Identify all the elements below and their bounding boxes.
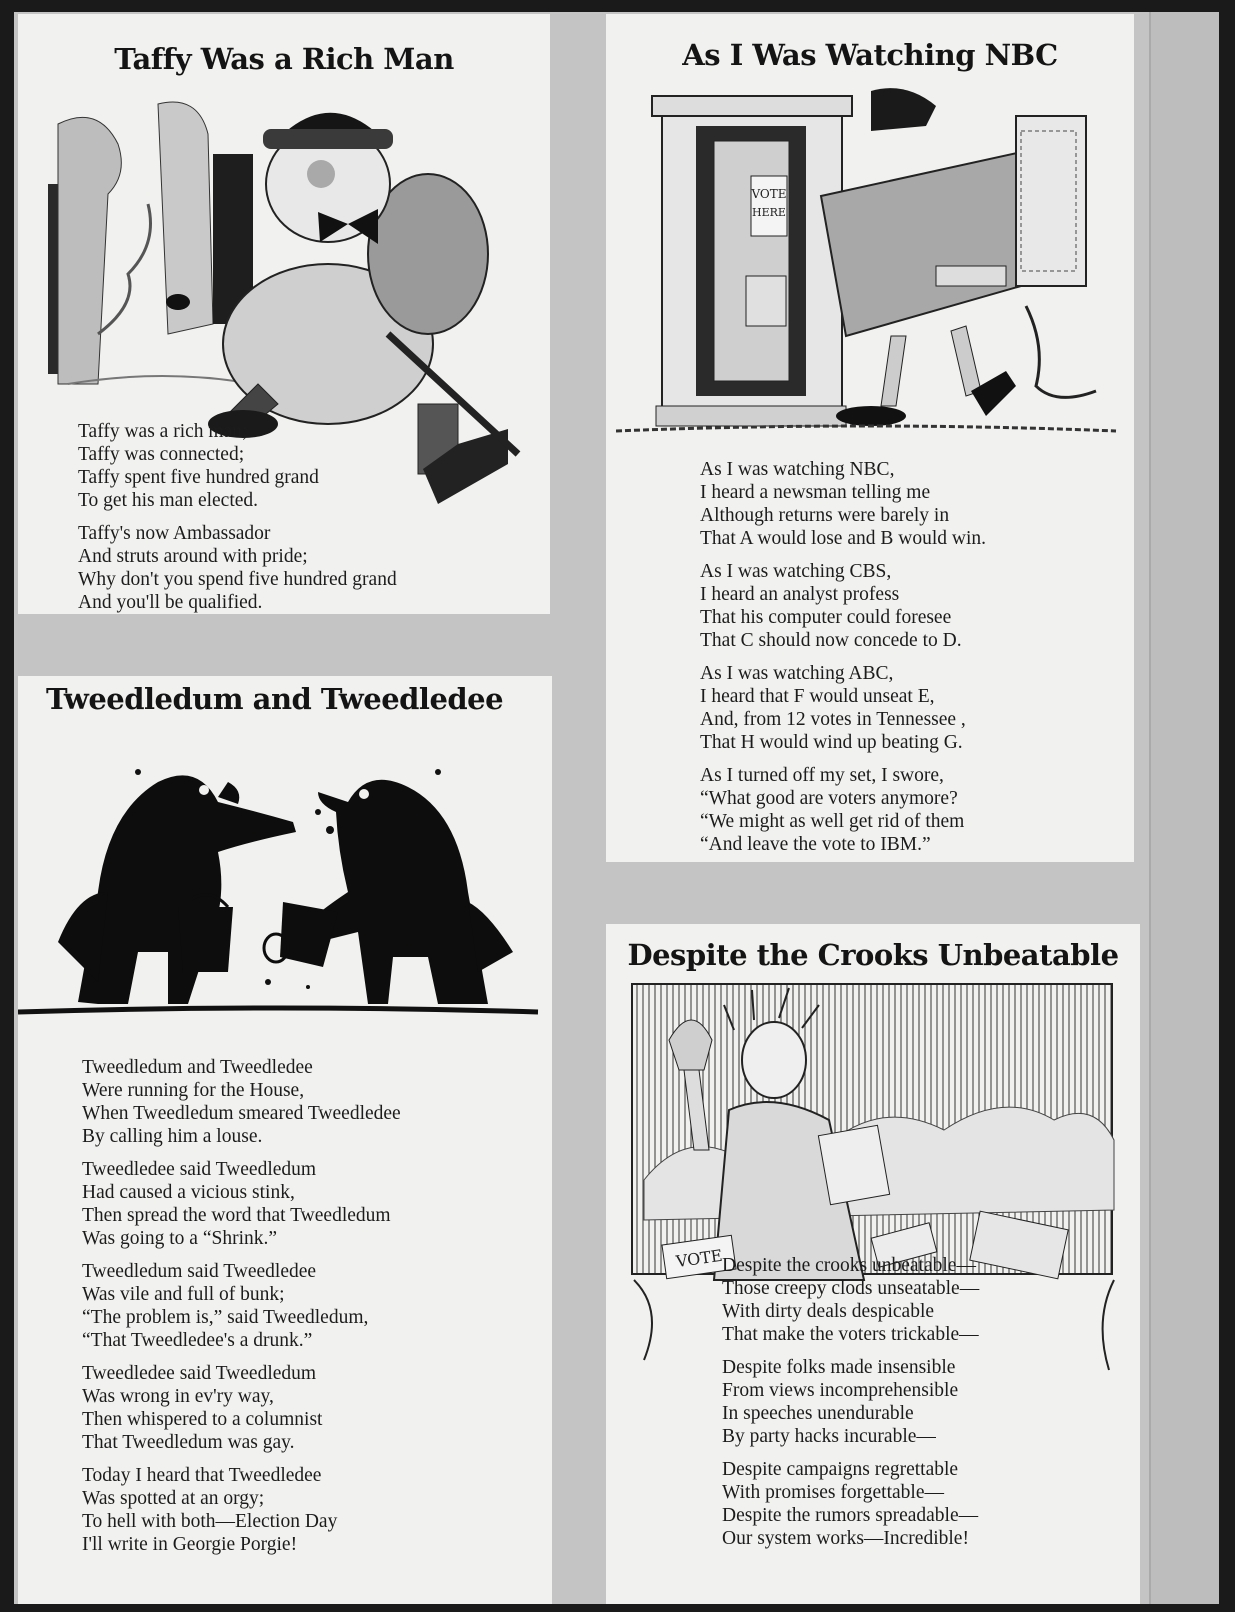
verse-line: When Tweedledum smeared Tweedledee	[82, 1103, 401, 1124]
page-edge-strip	[1149, 12, 1219, 1604]
verse-line: By calling him a louse.	[82, 1126, 263, 1147]
verse-line: That H would wind up beating G.	[700, 732, 963, 753]
verse-line: That A would lose and B would win.	[700, 528, 986, 549]
magazine-page	[14, 12, 1219, 1604]
verse-line: Despite the rumors spreadable—	[722, 1505, 979, 1526]
vote-sign-text: VOTE	[674, 1245, 724, 1272]
verse-line: With promises forgettable—	[722, 1482, 944, 1503]
verse-line: “The problem is,” said Tweedledum,	[82, 1307, 369, 1328]
verse-line: In speeches unendurable	[722, 1403, 914, 1424]
verse-line: As I was watching NBC,	[700, 459, 895, 480]
verse-line: Tweedledee said Tweedledum	[82, 1159, 317, 1180]
verse-line: Why don't you spend five hundred grand	[78, 569, 397, 590]
verse-line: Taffy was a rich man;	[78, 421, 248, 442]
verse-line: Despite folks made insensible	[722, 1357, 956, 1378]
verse-line: By party hacks incurable—	[722, 1426, 936, 1447]
verse-line: Tweedledum and Tweedledee	[82, 1057, 313, 1078]
voting-booth-illustration	[616, 86, 1126, 446]
verse-line: That C should now concede to D.	[700, 630, 962, 651]
poem-title-tweedle: Tweedledum and Tweedledee	[46, 682, 504, 716]
verse-line: Those creepy clods unseatable—	[722, 1278, 980, 1299]
verse-line: With dirty deals despicable	[722, 1301, 935, 1322]
poem-panel-taffy	[18, 14, 550, 614]
verse-line: I heard an analyst profess	[700, 584, 900, 605]
verse-line: Then whispered to a columnist	[82, 1409, 323, 1430]
verse-line: That his computer could foresee	[700, 607, 952, 628]
verse-line: Today I heard that Tweedledee	[82, 1465, 322, 1486]
verse-line: And, from 12 votes in Tennessee ,	[700, 709, 966, 730]
verse-line: As I turned off my set, I swore,	[700, 765, 944, 786]
verse-line: To hell with both—Election Day	[82, 1511, 338, 1532]
verse-line: Although returns were barely in	[700, 505, 950, 526]
verse-line: I heard a newsman telling me	[700, 482, 931, 503]
verse-line: Taffy was connected;	[78, 444, 245, 465]
vote-sign-text: VOTE	[751, 187, 787, 201]
poem-body-nbc	[700, 458, 986, 856]
verse-line: And struts around with pride;	[78, 546, 308, 567]
verse-line: Taffy's now Ambassador	[78, 523, 271, 544]
verse-line: Had caused a vicious stink,	[82, 1182, 295, 1203]
verse-line: From views incomprehensible	[722, 1380, 959, 1401]
verse-line: Was spotted at an orgy;	[82, 1488, 265, 1509]
tweedle-illustration	[18, 742, 548, 1032]
poem-panel-tweedle	[18, 676, 552, 1604]
verse-line: Was vile and full of bunk;	[82, 1284, 285, 1305]
verse-line: And you'll be qualified.	[78, 592, 263, 613]
verse-line: “And leave the vote to IBM.”	[700, 834, 931, 855]
poem-panel-crooks	[606, 924, 1140, 1604]
verse-line: As I was watching CBS,	[700, 561, 892, 582]
verse-line: As I was watching ABC,	[700, 663, 894, 684]
verse-line: I heard that F would unseat E,	[700, 686, 935, 707]
verse-line: Our system works—Incredible!	[722, 1528, 969, 1549]
verse-line: “What good are voters anymore?	[700, 788, 958, 809]
verse-line: Despite the crooks unbeatable—	[722, 1255, 976, 1276]
verse-line: Were running for the House,	[82, 1080, 305, 1101]
poem-panel-nbc	[606, 14, 1134, 862]
verse-line: Despite campaigns regrettable	[722, 1459, 959, 1480]
poem-title-nbc: As I Was Watching NBC	[682, 38, 1058, 72]
poem-title-taffy: Taffy Was a Rich Man	[114, 42, 454, 76]
verse-line: Was wrong in ev'ry way,	[82, 1386, 274, 1407]
poem-title-crooks: Despite the Crooks Unbeatable	[627, 938, 1119, 972]
verse-line: I'll write in Georgie Porgie!	[82, 1534, 298, 1555]
poem-body-tweedle	[82, 1056, 401, 1556]
here-sign-text: HERE	[752, 206, 786, 219]
verse-line: “That Tweedledee's a drunk.”	[82, 1330, 313, 1351]
poem-body-crooks	[722, 1254, 979, 1550]
verse-line: “We might as well get rid of them	[700, 811, 965, 832]
verse-line: Then spread the word that Tweedledum	[82, 1205, 391, 1226]
verse-line: That make the voters trickable—	[722, 1324, 979, 1345]
verse-line: Taffy spent five hundred grand	[78, 467, 319, 488]
verse-line: To get his man elected.	[78, 490, 259, 511]
verse-line: That Tweedledum was gay.	[82, 1432, 295, 1453]
verse-line: Tweedledee said Tweedledum	[82, 1363, 317, 1384]
poem-body-taffy	[78, 420, 397, 614]
verse-line: Tweedledum said Tweedledee	[82, 1261, 317, 1282]
verse-line: Was going to a “Shrink.”	[82, 1228, 278, 1249]
